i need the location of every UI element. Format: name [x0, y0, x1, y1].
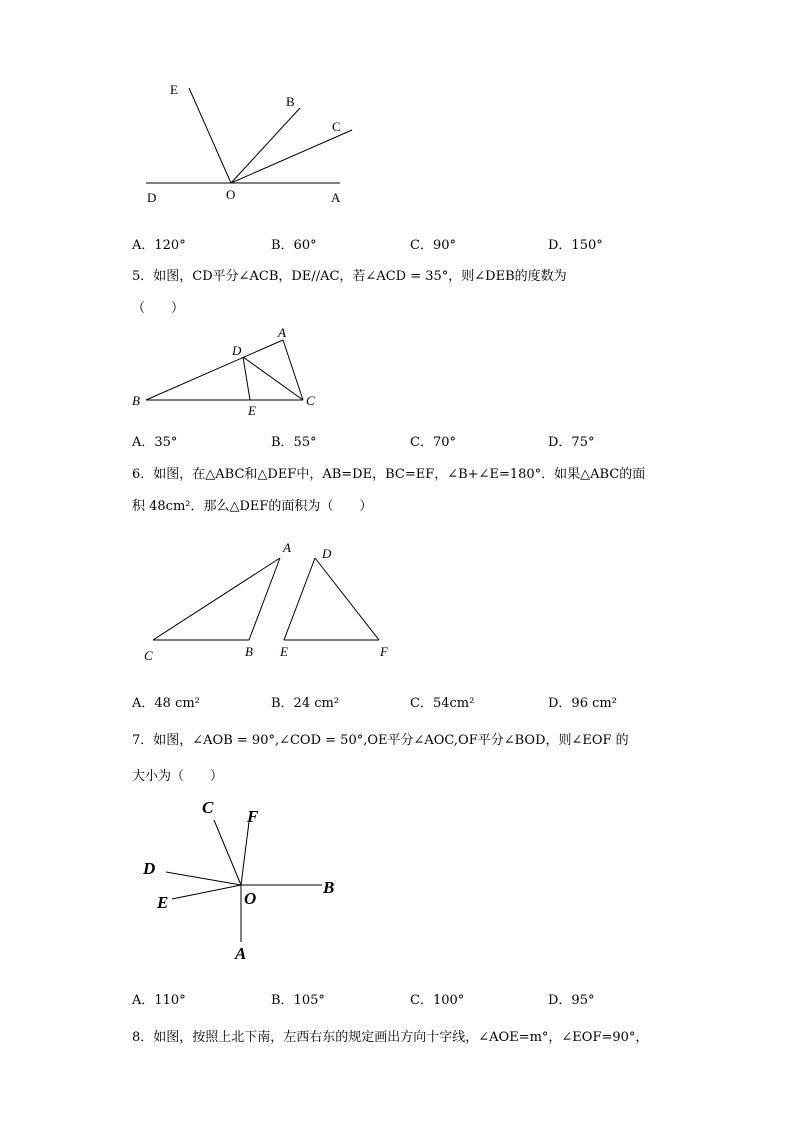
q5-option-b[interactable]: B．55° [271, 435, 317, 450]
q5-option-a[interactable]: A．35° [132, 435, 178, 450]
label-d: D [143, 859, 156, 878]
label-c: C [306, 393, 315, 408]
label-o: O [244, 889, 257, 908]
q5-text-line2: （ ） [132, 301, 185, 316]
label-d: D [232, 343, 242, 358]
q7-text-line1: 7．如图，∠AOB = 90°,∠COD = 50°,OE平分∠AOC,OF平分∠BOD，则∠EOF 的 [132, 733, 629, 748]
label-e: E [248, 403, 256, 418]
q6-option-c[interactable]: C．54cm² [410, 696, 475, 711]
q7-options [132, 989, 692, 1009]
q7-option-b[interactable]: B．105° [271, 993, 325, 1008]
q6-option-d[interactable]: D．96 cm² [548, 696, 617, 711]
q6-text-line1: 6．如图，在△ABC和△DEF中，AB=DE，BC=EF，∠B+∠E=180°．如果△ABC的面 [132, 467, 646, 482]
label-e: E [280, 644, 288, 659]
label-e: E [170, 82, 178, 97]
label-c: C [144, 648, 153, 663]
ray-of [241, 822, 249, 885]
q5-text-line1: 5．如图，CD平分∠ACB，DE//AC，若∠ACD = 35°，则∠DEB的度数为 [132, 269, 567, 284]
label-d: D [147, 190, 157, 205]
ray-od [166, 872, 241, 885]
q7-option-a[interactable]: A．110° [132, 993, 186, 1008]
label-b: B [245, 644, 253, 659]
q7-option-d[interactable]: D．95° [548, 993, 595, 1008]
label-c: C [332, 119, 341, 134]
q7-text-line2: 大小为（ ） [132, 769, 224, 784]
label-c: C [202, 798, 214, 817]
q7-option-c[interactable]: C．100° [410, 993, 465, 1008]
label-a: A [235, 944, 247, 963]
q6-option-a[interactable]: A．48 cm² [132, 696, 200, 711]
q5-option-c[interactable]: C．70° [410, 435, 456, 450]
label-a: A [331, 190, 341, 205]
label-b: B [132, 393, 140, 408]
q8-text-line1: 8．如图，按照上北下南，左西右东的规定画出方向十字线，∠AOE=m°，∠EOF=90°， [132, 1030, 649, 1045]
label-f: F [380, 644, 388, 659]
label-a: A [278, 325, 286, 340]
q5-option-d[interactable]: D．75° [548, 435, 595, 450]
q4-option-d[interactable]: D．150° [548, 238, 603, 253]
q4-option-b[interactable]: B．60° [271, 238, 317, 253]
label-b: B [286, 94, 295, 109]
q6-text-line2: 积 48cm²．那么△DEF的面积为（ ） [132, 499, 373, 514]
label-o: O [226, 187, 236, 202]
label-d: D [322, 546, 332, 561]
label-b: B [323, 878, 335, 897]
ray-oe [172, 885, 241, 899]
q4-option-a[interactable]: A．120° [132, 238, 186, 253]
ray-oc [214, 820, 241, 885]
q6-option-b[interactable]: B．24 cm² [271, 696, 340, 711]
label-a: A [283, 540, 291, 555]
label-e: E [157, 893, 169, 912]
q4-option-c[interactable]: C．90° [410, 238, 456, 253]
label-f: F [247, 807, 259, 826]
